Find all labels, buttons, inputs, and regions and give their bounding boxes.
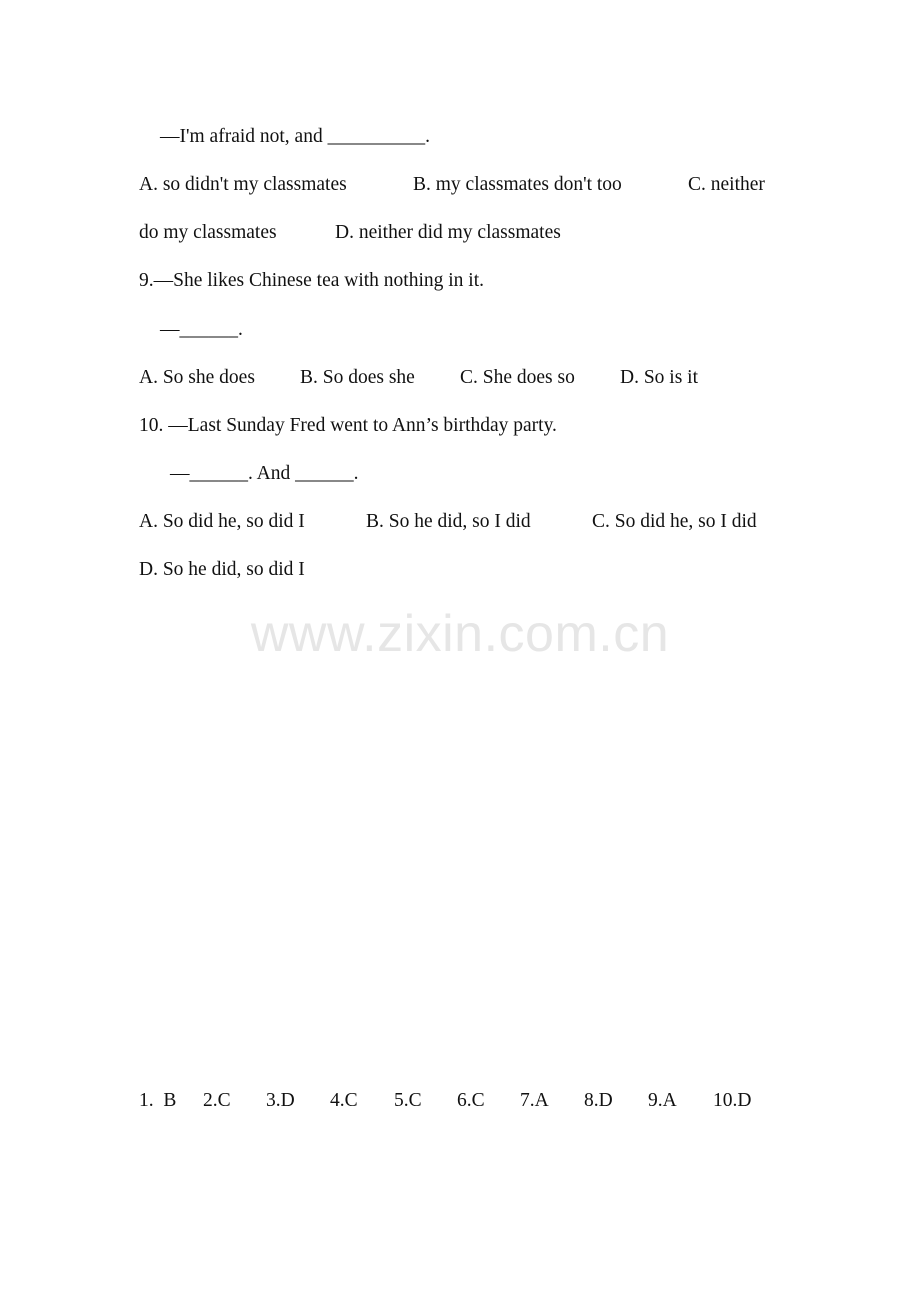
- answer-7: 7.A: [520, 1090, 549, 1111]
- q9-option-a: A. So she does: [139, 367, 255, 388]
- answer-8: 8.D: [584, 1090, 613, 1111]
- q10-option-a: A. So did he, so did I: [139, 511, 305, 532]
- answer-5: 5.C: [394, 1090, 422, 1111]
- q10-option-c: C. So did he, so I did: [592, 511, 757, 532]
- answer-6: 6.C: [457, 1090, 485, 1111]
- answer-9: 9.A: [648, 1090, 677, 1111]
- answer-4: 4.C: [330, 1090, 358, 1111]
- q8-option-c-continued: do my classmates: [139, 222, 277, 243]
- q8-option-c: C. neither: [688, 174, 765, 195]
- q10-option-b: B. So he did, so I did: [366, 511, 531, 532]
- watermark: www.zixin.com.cn: [250, 605, 670, 663]
- q10-prompt: 10. —Last Sunday Fred went to Ann’s birthday party.: [139, 415, 557, 436]
- q10-response: —______. And ______.: [170, 463, 359, 484]
- q9-option-b: B. So does she: [300, 367, 415, 388]
- q9-response: —______.: [160, 319, 243, 340]
- q10-option-d: D. So he did, so did I: [139, 559, 305, 580]
- q9-prompt: 9.—She likes Chinese tea with nothing in it.: [139, 270, 485, 291]
- answer-2: 2.C: [203, 1090, 231, 1111]
- answer-3: 3.D: [266, 1090, 295, 1111]
- q9-option-d: D. So is it: [620, 367, 699, 388]
- q9-option-c: C. She does so: [460, 367, 575, 388]
- q8-option-b: B. my classmates don't too: [413, 174, 622, 195]
- q8-option-d: D. neither did my classmates: [335, 222, 561, 243]
- q8-option-a: A. so didn't my classmates: [139, 174, 347, 195]
- q8-response: —I'm afraid not, and __________.: [160, 126, 430, 147]
- answer-1: 1. B: [139, 1090, 177, 1111]
- answer-10: 10.D: [713, 1090, 752, 1111]
